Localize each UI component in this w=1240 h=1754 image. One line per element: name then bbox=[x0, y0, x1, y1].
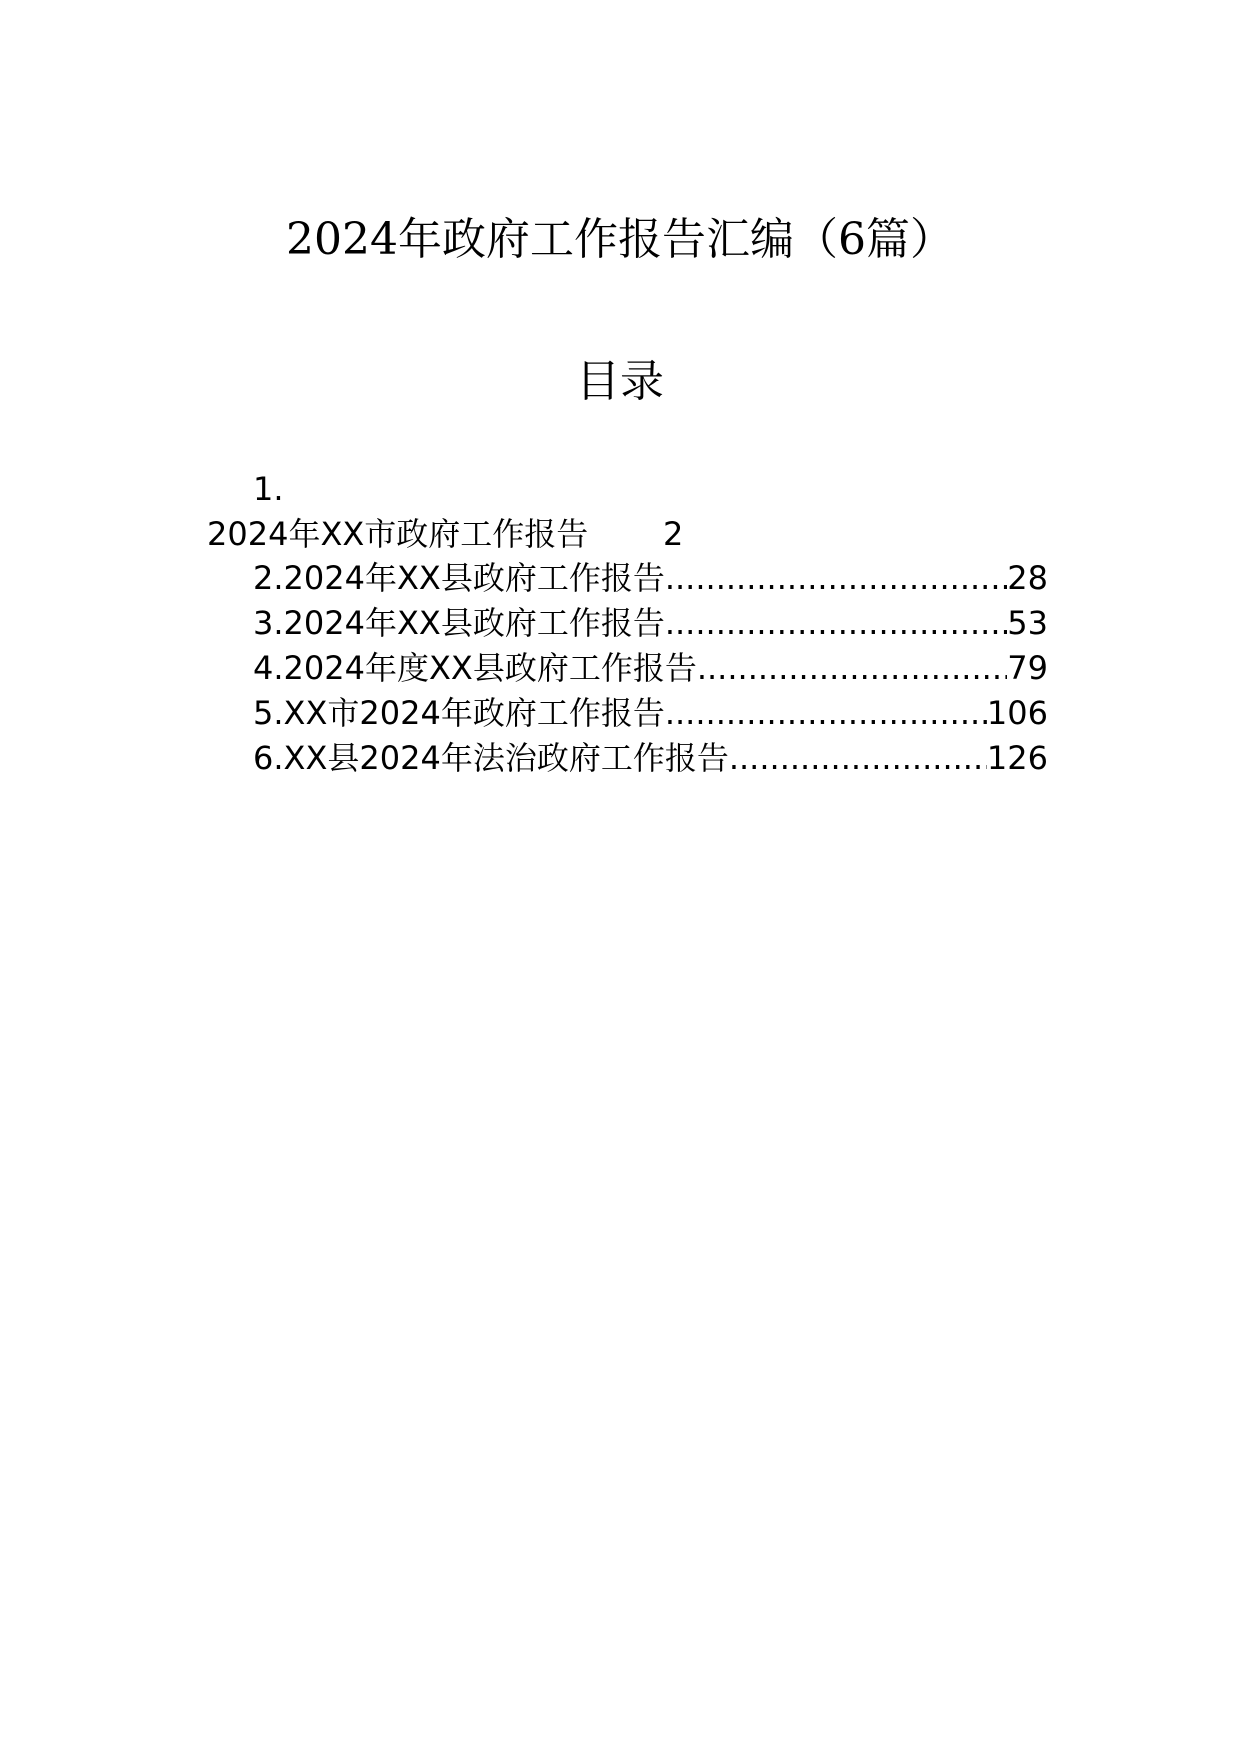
toc-entry-2[interactable] bbox=[253, 556, 1048, 600]
toc-leader-dots bbox=[665, 601, 1007, 645]
toc-entry-page: 28 bbox=[1007, 559, 1048, 597]
toc-leader-dots bbox=[729, 736, 987, 780]
toc-entry-label: 5.XX市2024年政府工作报告 bbox=[253, 694, 665, 732]
toc-heading: 目录 bbox=[576, 356, 664, 407]
toc-entry-label: 2.2024年XX县政府工作报告 bbox=[253, 559, 665, 597]
toc-entry-4[interactable] bbox=[253, 646, 1048, 690]
toc-entry-1-label[interactable]: 2024年XX市政府工作报告 bbox=[207, 515, 589, 553]
toc-entry-1-number[interactable]: 1. bbox=[253, 470, 284, 508]
toc-entry-page: 79 bbox=[1007, 649, 1048, 687]
toc-leader-dots bbox=[665, 556, 1007, 600]
toc-leader-dots bbox=[697, 646, 1007, 690]
document-title: 2024年政府工作报告汇编（6篇） bbox=[286, 214, 954, 265]
toc-entry-6[interactable] bbox=[253, 736, 1048, 780]
toc-entry-page: 126 bbox=[986, 739, 1048, 777]
toc-leader-dots bbox=[665, 691, 987, 735]
toc-entry-label: 3.2024年XX县政府工作报告 bbox=[253, 604, 665, 642]
toc-entry-label: 4.2024年度XX县政府工作报告 bbox=[253, 649, 697, 687]
toc-entry-label: 6.XX县2024年法治政府工作报告 bbox=[253, 739, 729, 777]
toc-entry-1-page[interactable]: 2 bbox=[663, 515, 684, 553]
toc-entry-page: 53 bbox=[1007, 604, 1048, 642]
toc-entry-3[interactable] bbox=[253, 601, 1048, 645]
toc-entry-page: 106 bbox=[986, 694, 1048, 732]
toc-entry-5[interactable] bbox=[253, 691, 1048, 735]
